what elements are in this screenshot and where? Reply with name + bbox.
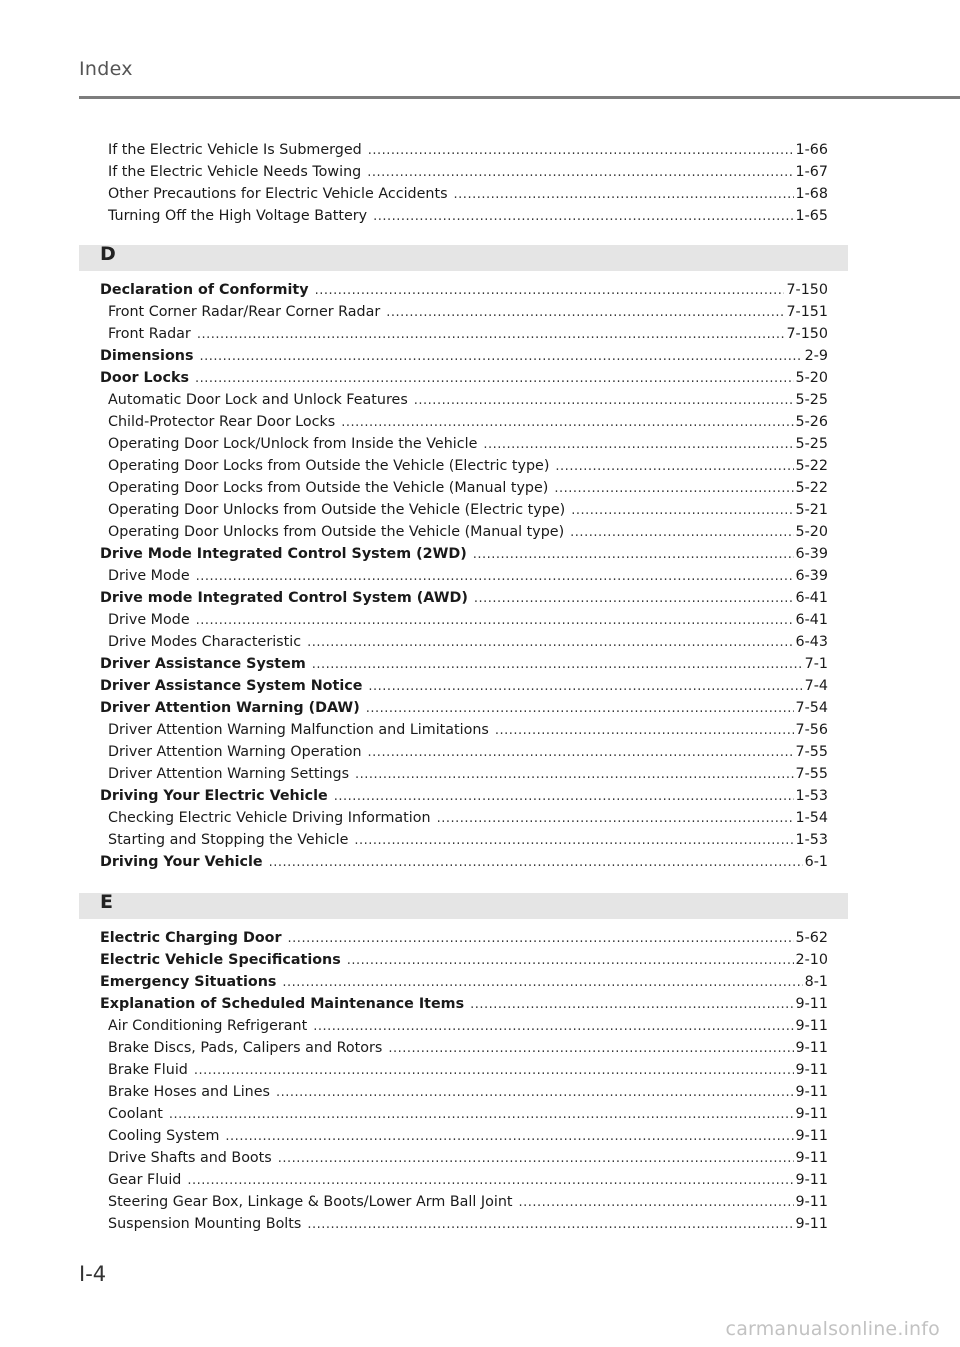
entry-page-ref: 5-62	[795, 930, 828, 946]
index-subentry	[100, 1059, 828, 1081]
dot-leader	[341, 412, 793, 434]
dot-leader	[187, 1170, 793, 1192]
entry-page-ref: 1-54	[795, 810, 828, 826]
dot-leader	[571, 500, 793, 522]
entry-label: Operating Door Unlocks from Outside the Vehicle (Electric type)	[108, 502, 566, 518]
entry-page-ref: 7-1	[804, 656, 828, 672]
entry-page-ref: 5-21	[795, 502, 828, 518]
dot-leader	[288, 928, 794, 950]
index-subentry	[100, 301, 828, 323]
index-subentry	[100, 741, 828, 763]
index-subentry	[100, 1103, 828, 1125]
dot-leader	[386, 302, 784, 324]
entry-label: Cooling System	[108, 1128, 220, 1144]
dot-leader	[269, 852, 803, 874]
index-subentry	[100, 1169, 828, 1191]
entry-page-ref: 7-55	[795, 744, 828, 760]
entry-page-ref: 6-1	[804, 854, 828, 870]
dot-leader	[225, 1126, 793, 1148]
index-subentry	[100, 1037, 828, 1059]
entry-label: Driver Assistance System	[100, 656, 306, 672]
entry-label: Automatic Door Lock and Unlock Features	[108, 392, 408, 408]
entry-page-ref: 7-55	[795, 766, 828, 782]
entry-page-ref: 9-11	[795, 1062, 828, 1078]
dot-leader	[169, 1104, 794, 1126]
watermark: carmanualsonline.info	[725, 1318, 940, 1340]
index-subentry	[100, 1191, 828, 1213]
entry-label: Brake Fluid	[108, 1062, 188, 1078]
entry-label: If the Electric Vehicle Is Submerged	[108, 142, 362, 158]
dot-leader	[194, 1060, 794, 1082]
dot-leader	[196, 566, 794, 588]
entry-label: Declaration of Conformity	[100, 282, 309, 298]
entry-label: Driver Attention Warning Operation	[108, 744, 362, 760]
index-entry	[100, 587, 828, 609]
entry-label: Drive mode Integrated Control System (AWD)	[100, 590, 468, 606]
entry-page-ref: 1-67	[795, 164, 828, 180]
entry-page-ref: 9-11	[795, 1172, 828, 1188]
index-section-e	[100, 927, 828, 1235]
entry-label: Turning Off the High Voltage Battery	[108, 208, 368, 224]
entry-label: Emergency Situations	[100, 974, 277, 990]
entry-label: Coolant	[108, 1106, 163, 1122]
section-header-e	[79, 893, 848, 919]
dot-leader	[368, 742, 794, 764]
entry-page-ref: 6-43	[795, 634, 828, 650]
entry-page-ref: 7-150	[786, 282, 828, 298]
dot-leader	[388, 1038, 793, 1060]
entry-label: Electric Charging Door	[100, 930, 282, 946]
index-subentry	[100, 1081, 828, 1103]
entry-page-ref: 8-1	[804, 974, 828, 990]
index-subentry	[100, 1015, 828, 1037]
entry-page-ref: 1-68	[795, 186, 828, 202]
entry-page-ref: 5-25	[795, 392, 828, 408]
entry-label: Brake Hoses and Lines	[108, 1084, 270, 1100]
dot-leader	[276, 1082, 794, 1104]
dot-leader	[368, 140, 794, 162]
dot-leader	[414, 390, 794, 412]
entry-label: Drive Modes Characteristic	[108, 634, 302, 650]
entry-page-ref: 9-11	[795, 1106, 828, 1122]
entry-page-ref: 6-41	[795, 590, 828, 606]
index-subentry	[100, 521, 828, 543]
entry-label: Gear Fluid	[108, 1172, 182, 1188]
entry-page-ref: 5-25	[795, 436, 828, 452]
entry-label: Driver Assistance System Notice	[100, 678, 363, 694]
entry-label: Drive Shafts and Boots	[108, 1150, 272, 1166]
entry-label: Driver Attention Warning (DAW)	[100, 700, 360, 716]
dot-leader	[474, 588, 794, 610]
index-entry	[100, 345, 828, 367]
entry-page-ref: 7-4	[804, 678, 828, 694]
entry-label: Operating Door Unlocks from Outside the Vehicle (Manual type)	[108, 524, 565, 540]
index-subentry	[100, 1213, 828, 1235]
entry-label: Checking Electric Vehicle Driving Information	[108, 810, 431, 826]
index-subentry	[100, 323, 828, 345]
index-entry	[100, 279, 828, 301]
entry-page-ref: 5-22	[795, 458, 828, 474]
dot-leader	[554, 478, 793, 500]
entry-page-ref: 9-11	[795, 1040, 828, 1056]
index-subentry	[100, 807, 828, 829]
dot-leader	[570, 522, 793, 544]
index-subentry	[100, 411, 828, 433]
entry-page-ref: 9-11	[795, 996, 828, 1012]
header-divider	[79, 96, 960, 99]
entry-label: Other Precautions for Electric Vehicle Accidents	[108, 186, 448, 202]
entry-page-ref: 9-11	[795, 1194, 828, 1210]
entry-label: Operating Door Lock/Unlock from Inside the Vehicle	[108, 436, 478, 452]
index-entry	[100, 851, 828, 873]
entry-label: Brake Discs, Pads, Calipers and Rotors	[108, 1040, 383, 1056]
index-subentry	[100, 719, 828, 741]
dot-leader	[196, 610, 794, 632]
entry-label: Starting and Stopping the Vehicle	[108, 832, 349, 848]
index-subentry	[100, 433, 828, 455]
entry-label: Driving Your Vehicle	[100, 854, 263, 870]
dot-leader	[355, 764, 794, 786]
entry-label: Air Conditioning Refrigerant	[108, 1018, 308, 1034]
entry-label: Driver Attention Warning Settings	[108, 766, 350, 782]
index-entry	[100, 971, 828, 993]
index-entry	[100, 785, 828, 807]
index-subentry	[100, 763, 828, 785]
dot-leader	[354, 830, 793, 852]
index-subentry	[100, 161, 828, 183]
entry-page-ref: 5-26	[795, 414, 828, 430]
entry-label: If the Electric Vehicle Needs Towing	[108, 164, 362, 180]
index-subentry	[100, 455, 828, 477]
entry-page-ref: 1-53	[795, 832, 828, 848]
entry-page-ref: 9-11	[795, 1018, 828, 1034]
dot-leader	[555, 456, 793, 478]
dot-leader	[437, 808, 794, 830]
entry-page-ref: 5-20	[795, 524, 828, 540]
index-subentry	[100, 139, 828, 161]
index-entry	[100, 697, 828, 719]
entry-label: Operating Door Locks from Outside the Vehicle (Manual type)	[108, 480, 549, 496]
page-header-title: Index	[79, 58, 133, 80]
dot-leader	[315, 280, 785, 302]
index-block-c-continued	[100, 139, 828, 227]
entry-page-ref: 6-39	[795, 546, 828, 562]
entry-page-ref: 9-11	[795, 1150, 828, 1166]
entry-label: Explanation of Scheduled Maintenance Items	[100, 996, 465, 1012]
entry-label: Steering Gear Box, Linkage & Boots/Lower Arm Ball Joint	[108, 1194, 513, 1210]
dot-leader	[473, 544, 794, 566]
dot-leader	[312, 654, 803, 676]
entry-label: Operating Door Locks from Outside the Vehicle (Electric type)	[108, 458, 550, 474]
index-entry	[100, 367, 828, 389]
index-subentry	[100, 205, 828, 227]
entry-page-ref: 7-151	[786, 304, 828, 320]
dot-leader	[278, 1148, 794, 1170]
entry-page-ref: 7-56	[795, 722, 828, 738]
dot-leader	[307, 632, 793, 654]
dot-leader	[367, 162, 793, 184]
section-letter-d: D	[100, 243, 116, 265]
index-entry	[100, 927, 828, 949]
entry-page-ref: 5-22	[795, 480, 828, 496]
index-subentry	[100, 1147, 828, 1169]
index-entry	[100, 675, 828, 697]
page-number: I-4	[79, 1262, 107, 1286]
entry-page-ref: 1-53	[795, 788, 828, 804]
dot-leader	[307, 1214, 793, 1236]
entry-label: Suspension Mounting Bolts	[108, 1216, 302, 1232]
dot-leader	[334, 786, 794, 808]
section-letter-e: E	[100, 891, 113, 913]
dot-leader	[495, 720, 794, 742]
index-subentry	[100, 565, 828, 587]
index-subentry	[100, 829, 828, 851]
entry-page-ref: 7-150	[786, 326, 828, 342]
dot-leader	[347, 950, 794, 972]
entry-page-ref: 6-41	[795, 612, 828, 628]
entry-page-ref: 6-39	[795, 568, 828, 584]
index-section-d	[100, 279, 828, 873]
entry-label: Front Radar	[108, 326, 191, 342]
entry-label: Dimensions	[100, 348, 194, 364]
entry-page-ref: 9-11	[795, 1128, 828, 1144]
dot-leader	[197, 324, 785, 346]
entry-page-ref: 5-20	[795, 370, 828, 386]
entry-label: Door Locks	[100, 370, 189, 386]
index-entry	[100, 543, 828, 565]
dot-leader	[470, 994, 793, 1016]
entry-page-ref: 2-9	[804, 348, 828, 364]
entry-label: Drive Mode	[108, 612, 190, 628]
index-entry	[100, 653, 828, 675]
entry-label: Drive Mode	[108, 568, 190, 584]
dot-leader	[454, 184, 794, 206]
dot-leader	[483, 434, 793, 456]
dot-leader	[368, 676, 802, 698]
entry-page-ref: 1-65	[795, 208, 828, 224]
entry-label: Electric Vehicle Specifications	[100, 952, 341, 968]
entry-page-ref: 7-54	[795, 700, 828, 716]
entry-label: Driving Your Electric Vehicle	[100, 788, 328, 804]
entry-label: Front Corner Radar/Rear Corner Radar	[108, 304, 381, 320]
dot-leader	[199, 346, 802, 368]
entry-label: Driver Attention Warning Malfunction and Limitations	[108, 722, 489, 738]
index-subentry	[100, 389, 828, 411]
index-subentry	[100, 609, 828, 631]
entry-page-ref: 2-10	[795, 952, 828, 968]
entry-label: Child-Protector Rear Door Locks	[108, 414, 336, 430]
index-entry	[100, 993, 828, 1015]
dot-leader	[282, 972, 802, 994]
index-entry	[100, 949, 828, 971]
entry-label: Drive Mode Integrated Control System (2WD)	[100, 546, 467, 562]
index-subentry	[100, 1125, 828, 1147]
index-subentry	[100, 631, 828, 653]
index-subentry	[100, 183, 828, 205]
index-subentry	[100, 499, 828, 521]
dot-leader	[519, 1192, 794, 1214]
dot-leader	[313, 1016, 793, 1038]
section-header-d	[79, 245, 848, 271]
entry-page-ref: 1-66	[795, 142, 828, 158]
dot-leader	[195, 368, 794, 390]
index-subentry	[100, 477, 828, 499]
entry-page-ref: 9-11	[795, 1084, 828, 1100]
dot-leader	[366, 698, 794, 720]
dot-leader	[373, 206, 793, 228]
entry-page-ref: 9-11	[795, 1216, 828, 1232]
